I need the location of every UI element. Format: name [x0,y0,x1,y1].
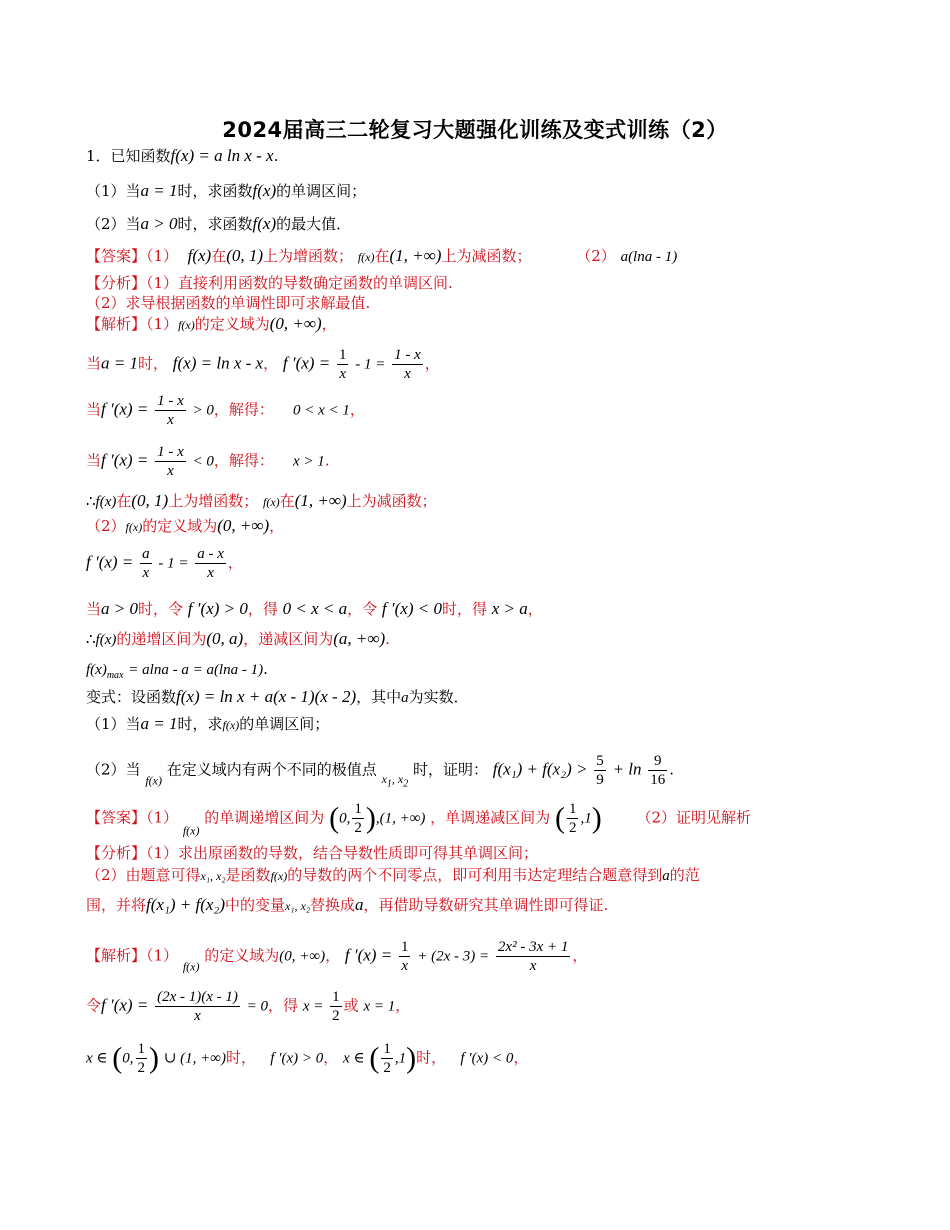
a2-analysis-3: 围，并将f(x₁) + f(x₂)中的变量x₁, x₂替换成a，再借助导数研究其单调性即可得证. [86,895,609,914]
a1-answer: 【答案】（1） f(x)在(0, 1)上为增函数； f(x)在(1, +∞)上为减函数； （2） a(lna - 1) [86,246,678,265]
a1-solution-3: 当f ′(x) = $\frac{1 - x}{x}$ > 0，解得： 0 < x < 1， [86,393,365,428]
a1-solution-9: ∴f(x)的递增区间为(0, a)，递减区间为(a, +∞). [86,629,390,648]
a1-solution-4: 当f ′(x) = $\frac{1 - x}{x}$ < 0，解得： x > 1. [86,444,330,479]
q2-part2: （2）当 $_{f(x)}$ 在定义域内有两个不同的极值点 $_{x_1, x_2}$ 时，证明： f(x₁) + f(x₂) > $\frac{5}{9}$ + ln $\frac{9}{16}$ . [86,753,675,789]
a1-solution-1: 【解析】（1）f(x)的定义域为(0, +∞)， [86,314,337,333]
a1-solution-6: （2）f(x)的定义域为(0, +∞)， [86,516,285,535]
page-title: 2024届高三二轮复习大题强化训练及变式训练（2） [222,118,728,142]
a2-solution-2: 令f ′(x) = $\frac{(2x - 1)(x - 1)}{x}$ = 0，得 x = $\frac{1}{2}$ 或 x = 1， [86,989,411,1024]
a1-solution-8: 当a > 0时，令 f ′(x) > 0，得 0 < x < a，令 f ′(x) < 0时，得 x > a， [86,599,543,618]
q1-stem: 1．已知函数f(x) = a ln x - x. [86,146,279,165]
a1-analysis-1: 【分析】（1）直接利用函数的导数确定函数的单调区间. [86,274,453,292]
a2-solution-3: x ∈ (0, $\frac{1}{2}$ ) ∪ (1, +∞)时， f ′(x) > 0， x ∈ ( $\frac{1}{2}$ ,1)时， f ′(x) < 0， [86,1041,529,1076]
q2-part1: （1）当a = 1时，求f(x)的单调区间； [86,714,330,733]
a2-solution-1: 【解析】（1） $_{f(x)}$ 的定义域为(0, +∞)， f ′(x) = $\frac{1}{x}$ + (2x - 3) = $\frac{\text{2x² - 3x + 1}}{x}$ ， [86,939,588,974]
a1-solution-10: $f(x)_{max} = alna - a = a(\ln a - 1)$. [86,660,268,681]
a2-answer: 【答案】（1） $_{f(x)}$ 的单调递增区间为 (0, $\frac{1}{2}$ ),(1, +∞) ，单调递减区间为 ( $\frac{1}{2}$ ,1) （2）证明见解析 [86,801,752,838]
q2-stem: 变式：设函数f(x) = ln x + a(x - 1)(x - 2)，其中a为实数． [86,687,469,706]
a2-analysis-1: 【分析】（1）求出原函数的导数，结合导数性质即可得其单调区间； [86,844,539,862]
q1-part2: （2）当a > 0时，求函数f(x)的最大值． [86,214,352,233]
a1-analysis-2: （2）求导根据函数的单调性即可求解最值. [86,294,371,312]
a1-solution-2: 当a = 1时， f(x) = ln x - x， f ′(x) = $\frac{1}{x}$ - 1 = $\frac{1 - x}{x}$ ， [86,347,440,382]
a2-analysis-2: （2）由题意可得x₁, x₂是函数f(x)的导数的两个不同零点，即可利用韦达定理结合题意得到a的范 [86,866,700,884]
q1-part1: （1）当a = 1时，求函数f(x)的单调区间； [86,181,367,200]
a1-solution-7: f ′(x) = $\frac{a}{x}$ - 1 = $\frac{a - x}{x}$ ， [86,546,243,581]
a1-solution-5: ∴f(x)在(0, 1)上为增函数； f(x)在(1, +∞)上为减函数； [86,491,437,510]
